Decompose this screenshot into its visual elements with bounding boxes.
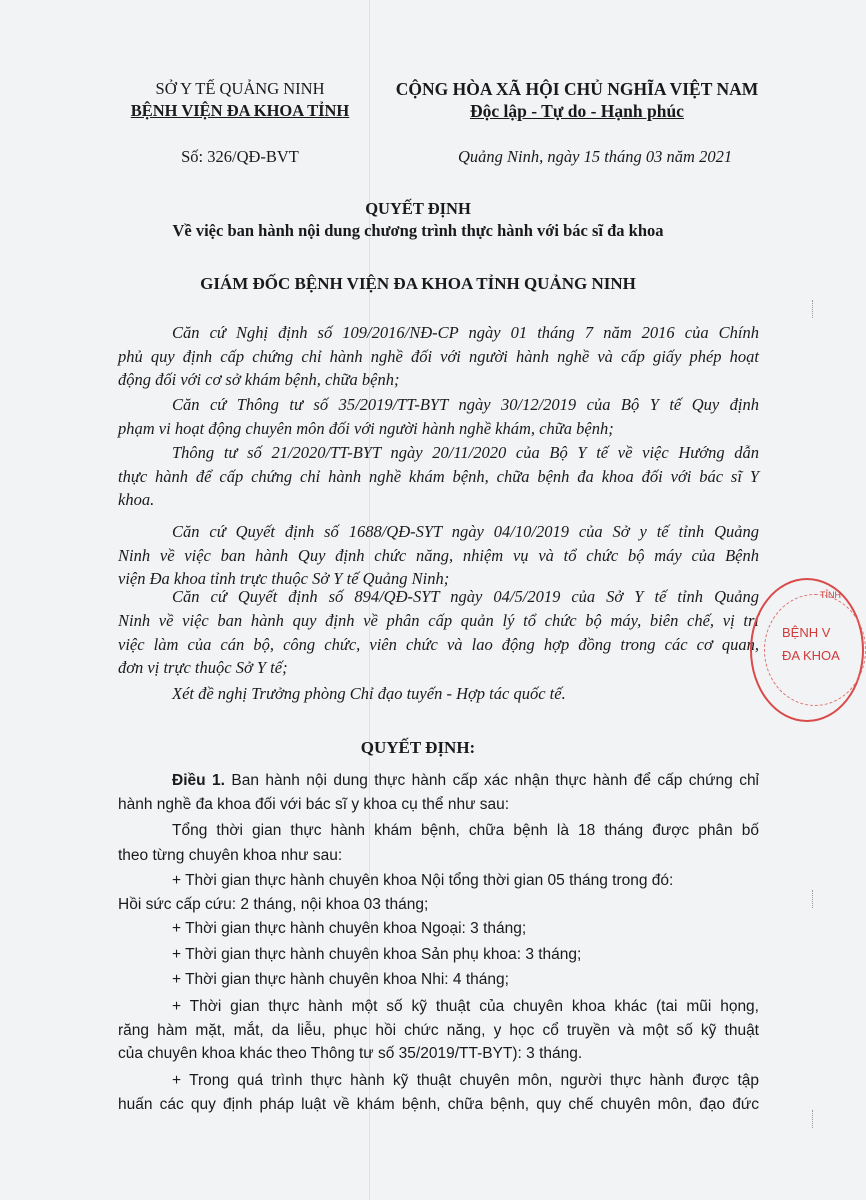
document-number: Số: 326/QĐ-BVT [181,147,299,166]
edge-mark [812,300,814,318]
item-training: + Trong quá trình thực hành kỹ thuật chuyên môn, người thực hành được tập [172,1072,759,1089]
edge-mark [812,1110,814,1128]
basis-1: Căn cứ Nghị định số 109/2016/NĐ-CP ngày 01 tháng 7 năm 2016 của Chính [172,323,759,342]
item-pediatrics: + Thời gian thực hành chuyên khoa Nhi: 4 tháng; [172,971,509,988]
document-subject: Về việc ban hành nội dung chương trình thực hành với bác sĩ đa khoa [172,221,664,240]
basis-3-line3: khoa. [118,490,155,509]
item-other-specialties: + Thời gian thực hành một số kỹ thuật của chuyên khoa khác (tai mũi họng, [172,998,759,1015]
item-obstetrics: + Thời gian thực hành chuyên khoa Sản phụ khoa: 3 tháng; [172,946,582,963]
basis-2-line2: phạm vi hoạt động chuyên môn đối với người hành nghề khám, chữa bệnh; [118,419,614,438]
item-other-specialties-line3: của chuyên khoa khác theo Thông tư số 35/2019/TT-BYT): 3 tháng. [118,1045,583,1062]
item-internal-medicine: + Thời gian thực hành chuyên khoa Nội tổng thời gian 05 tháng trong đó: [172,872,674,889]
basis-1-line2: phủ quy định cấp chứng chỉ hành nghề đối với người hành nghề và cấp giấy phép hoạt [118,347,759,366]
stamp-line-2: ĐA KHOA [782,648,840,663]
basis-5-line4: đơn vị trực thuộc Sở Y tế; [118,658,288,677]
basis-3: Thông tư số 21/2020/TT-BYT ngày 20/11/2020 của Bộ Y tế về việc Hướng dẫn [172,443,759,462]
basis-4-line3: viện Đa khoa tỉnh trực thuộc Sở Y tế Quảng Ninh; [118,569,450,588]
article-1-label: Điều 1. [172,772,225,789]
article-1-intro-line2: hành nghề đa khoa đối với bác sĩ y khoa cụ thể như sau: [118,796,510,813]
edge-mark [812,890,814,908]
official-stamp [750,578,864,722]
basis-3-line2: thực hành để cấp chứng chỉ hành nghề khám bệnh, chữa bệnh đa khoa đối với bác sĩ Y [118,467,759,486]
basis-5-line2: Ninh về việc ban hành quy định về phân cấp quản lý tổ chức bộ máy, biên chế, vị trí [118,611,759,630]
stamp-line-1: BỆNH V [782,625,831,640]
basis-4-line2: Ninh về việc ban hành Quy định chức năng, nhiệm vụ và tổ chức bộ máy của Bệnh [118,546,759,565]
basis-5: Căn cứ Quyết định số 894/QĐ-SYT ngày 04/5/2019 của Sở Y tế tỉnh Quảng [172,587,759,606]
basis-6: Xét đề nghị Trưởng phòng Chỉ đạo tuyến - Hợp tác quốc tế. [172,684,566,703]
item-other-specialties-line2: răng hàm mặt, mắt, da liễu, phục hồi chức năng, y học cổ truyền và một số kỹ thuật [118,1022,759,1039]
national-motto: Độc lập - Tự do - Hạnh phúc [470,101,684,121]
item-training-line2: huấn các quy định pháp luật về khám bệnh, chữa bệnh, quy chế chuyên môn, đạo đức [118,1096,759,1113]
authority-heading: GIÁM ĐỐC BỆNH VIỆN ĐA KHOA TỈNH QUẢNG NINH [200,274,636,293]
issuer-hospital: BỆNH VIỆN ĐA KHOA TỈNH [130,101,350,120]
stamp-top-text: TỈNH [820,590,841,600]
issuer-department: SỞ Y TẾ QUẢNG NINH [155,79,325,98]
basis-2: Căn cứ Thông tư số 35/2019/TT-BYT ngày 30/12/2019 của Bộ Y tế Quy định [172,395,759,414]
place-date: Quảng Ninh, ngày 15 tháng 03 năm 2021 [458,147,733,166]
article-1-intro: Điều 1. Ban hành nội dung thực hành cấp xác nhận thực hành để cấp chứng chỉ [172,772,760,789]
basis-5-line3: việc làm của cán bộ, công chức, viên chức và lao động hợp đồng trong các cơ quan, [118,635,759,654]
total-duration-line2: theo từng chuyên khoa như sau: [118,847,343,864]
document-title: QUYẾT ĐỊNH [365,199,471,218]
national-title: CỘNG HÒA XÃ HỘI CHỦ NGHĨA VIỆT NAM [395,79,759,99]
decision-heading: QUYẾT ĐỊNH: [360,738,476,757]
item-surgery: + Thời gian thực hành chuyên khoa Ngoại: 3 tháng; [172,920,527,937]
item-internal-medicine-detail: Hồi sức cấp cứu: 2 tháng, nội khoa 03 tháng; [118,896,429,913]
basis-4: Căn cứ Quyết định số 1688/QĐ-SYT ngày 04/10/2019 của Sở y tế tỉnh Quảng [172,522,759,541]
total-duration: Tổng thời gian thực hành khám bệnh, chữa bệnh là 18 tháng được phân bố [172,822,759,839]
basis-1-line3: động đối với cơ sở khám bệnh, chữa bệnh; [118,370,400,389]
